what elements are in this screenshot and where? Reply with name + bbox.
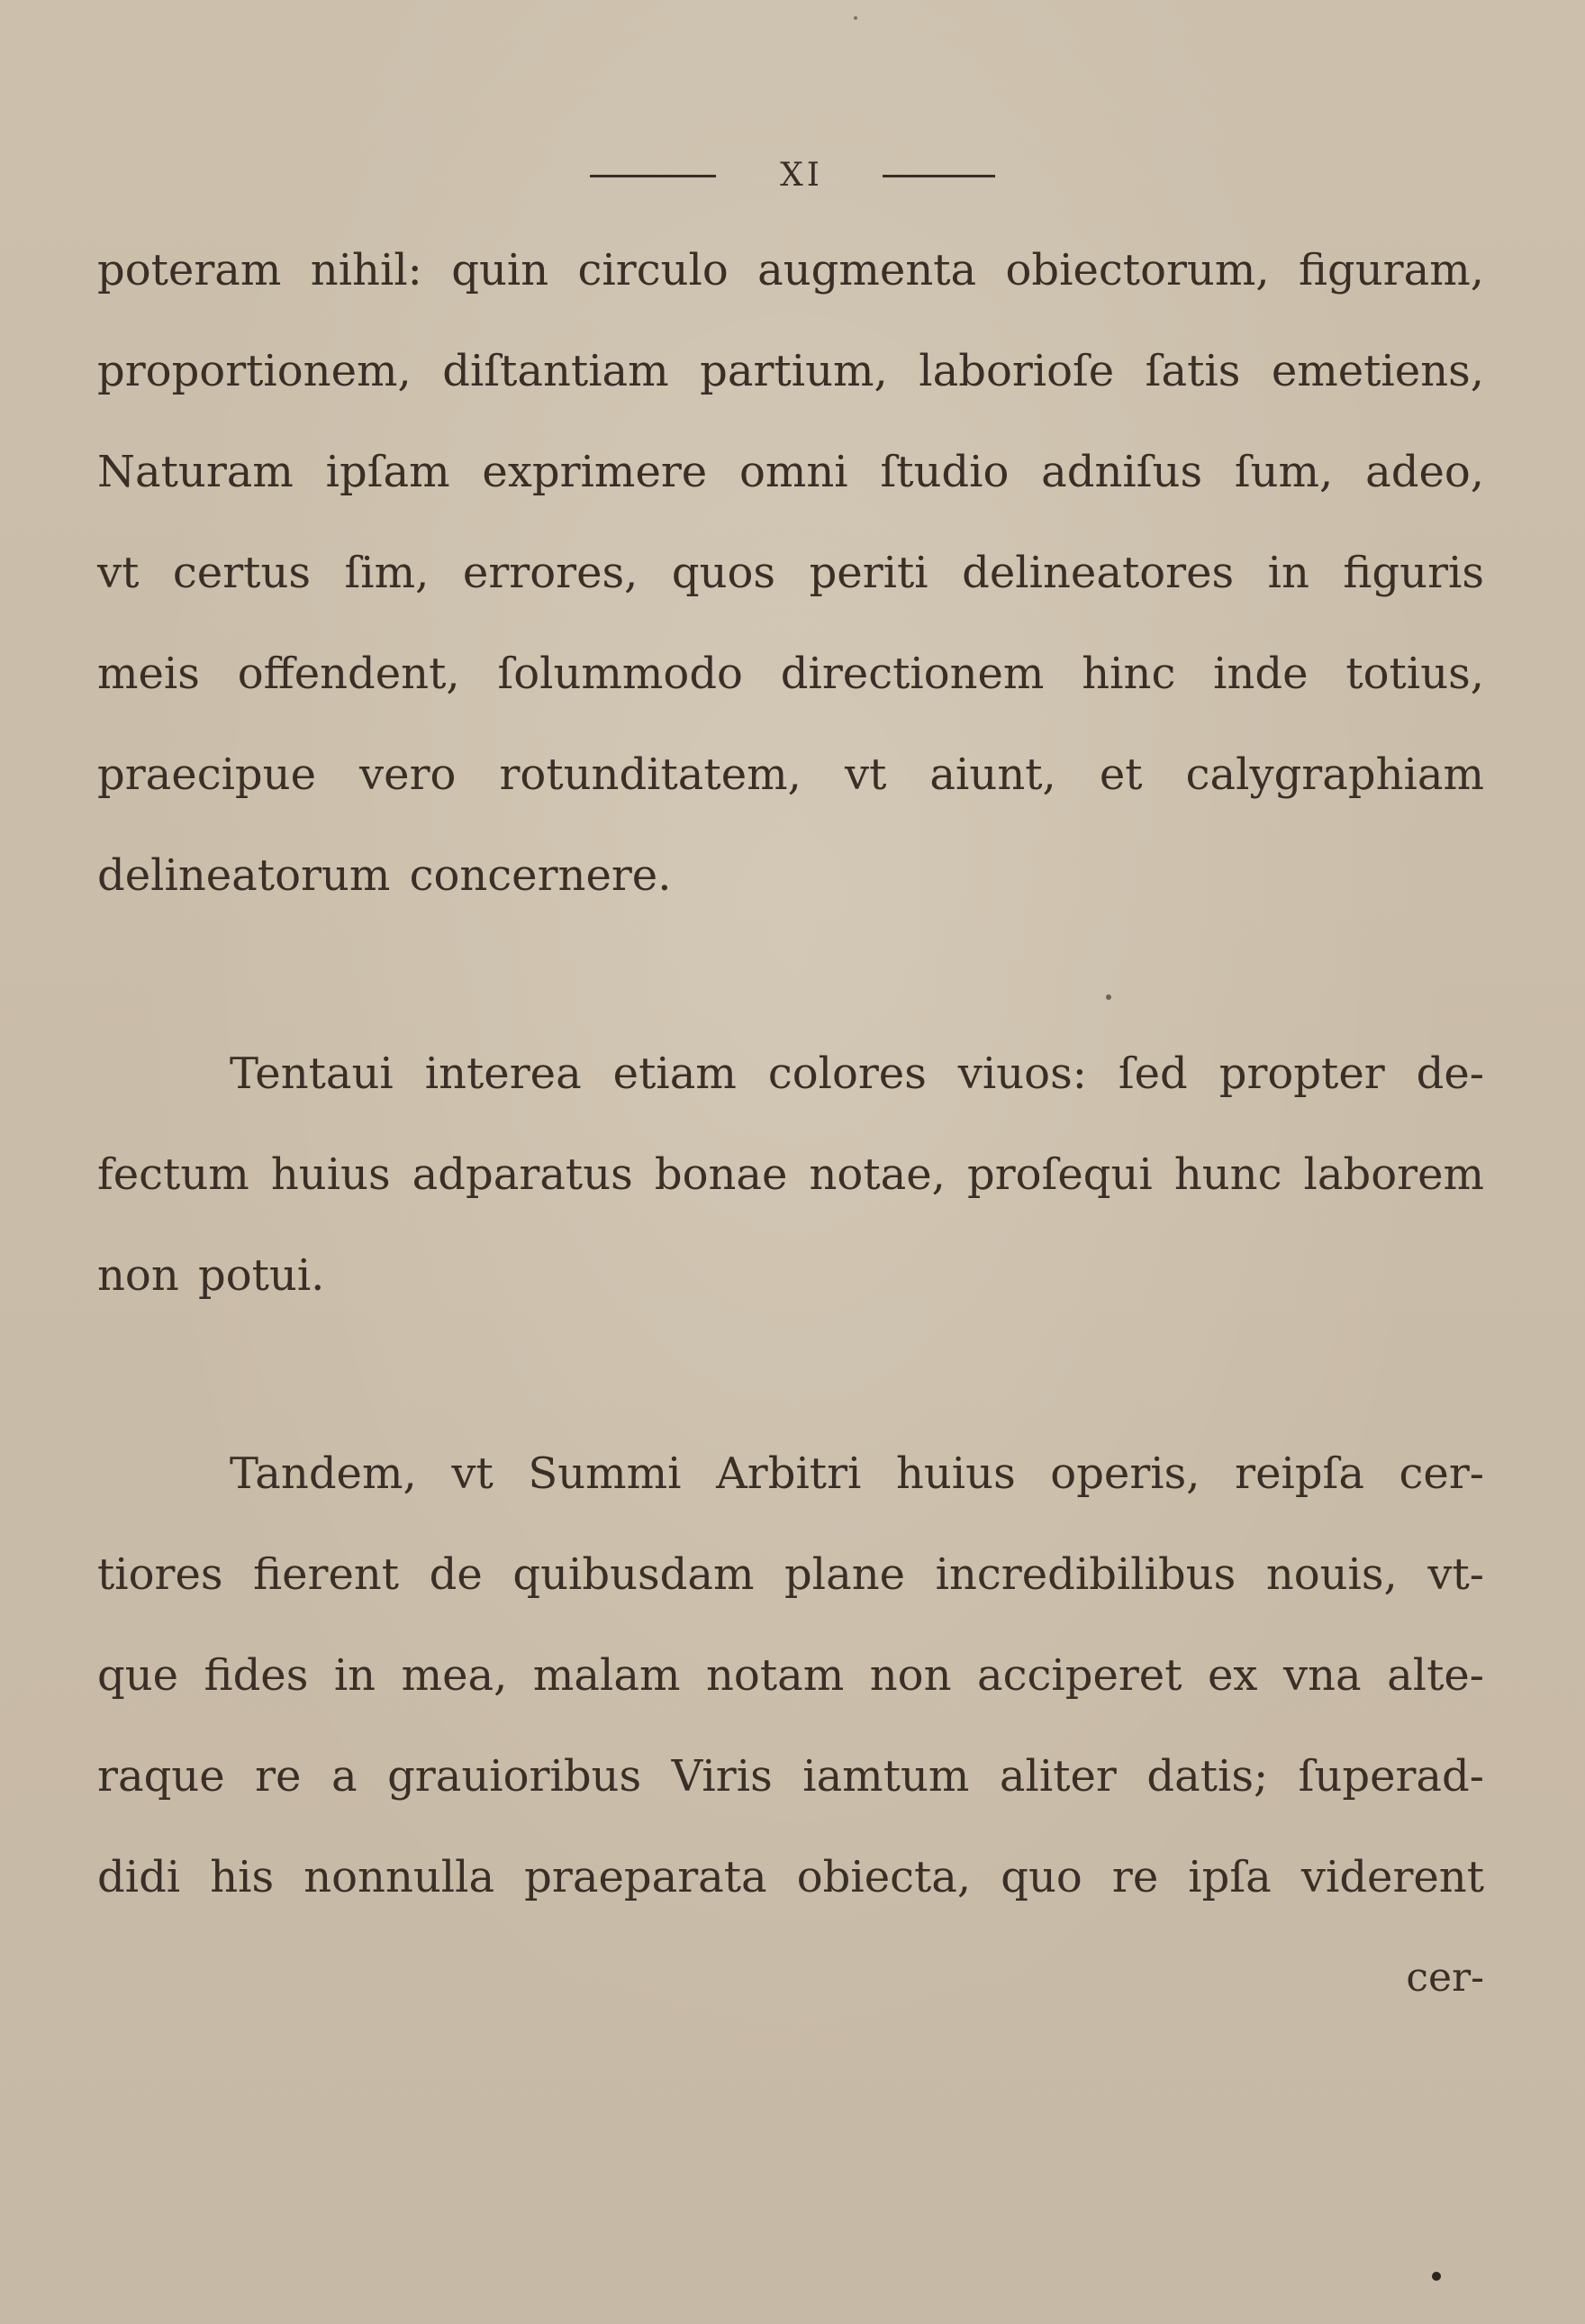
header-rule-right [883, 175, 995, 177]
text-line: non potui. [97, 1250, 325, 1301]
text-line: Naturam ipſam exprimere omni ſtudio adniſus ſum, adeo, [97, 447, 1484, 497]
text-line: delineatorum concernere. [97, 850, 672, 901]
text-line: que fides in mea, malam notam non acciperet ex vna alte- [97, 1650, 1484, 1701]
text-line: Tandem, vt Summi Arbitri huius operis, reipſa cer- [230, 1448, 1484, 1499]
page-number: XI [780, 157, 823, 194]
text-line: proportionem, diſtantiam partium, laborioſe ſatis emetiens, [97, 346, 1484, 396]
text-line: raque re a grauioribus Viris iamtum aliter datis; ſuperad- [97, 1751, 1484, 1802]
text-line: meis offendent, ſolummodo directionem hinc inde totius, [97, 649, 1484, 699]
page-header [0, 153, 1585, 198]
paper-speck [1106, 994, 1111, 1000]
text-line: praecipue vero rotunditatem, vt aiunt, et calygraphiam [97, 749, 1484, 800]
paper-speck [854, 16, 857, 20]
text-line: vt certus ſim, errores, quos periti delineatores in figuris [97, 548, 1484, 598]
text-line: fectum huius adparatus bonae notae, proſequi hunc laborem [97, 1149, 1484, 1200]
header-rule-left [590, 175, 716, 177]
text-line: tiores fierent de quibusdam plane incredibilibus nouis, vt- [97, 1549, 1484, 1600]
paper-speck [1432, 2272, 1441, 2281]
catchword: cer- [1406, 1955, 1484, 2001]
text-line: Tentaui interea etiam colores viuos: ſed propter de- [230, 1049, 1484, 1099]
text-line: didi his nonnulla praeparata obiecta, quo re ipſa viderent [97, 1852, 1484, 1902]
text-line: poteram nihil: quin circulo augmenta obiectorum, figuram, [97, 245, 1484, 295]
